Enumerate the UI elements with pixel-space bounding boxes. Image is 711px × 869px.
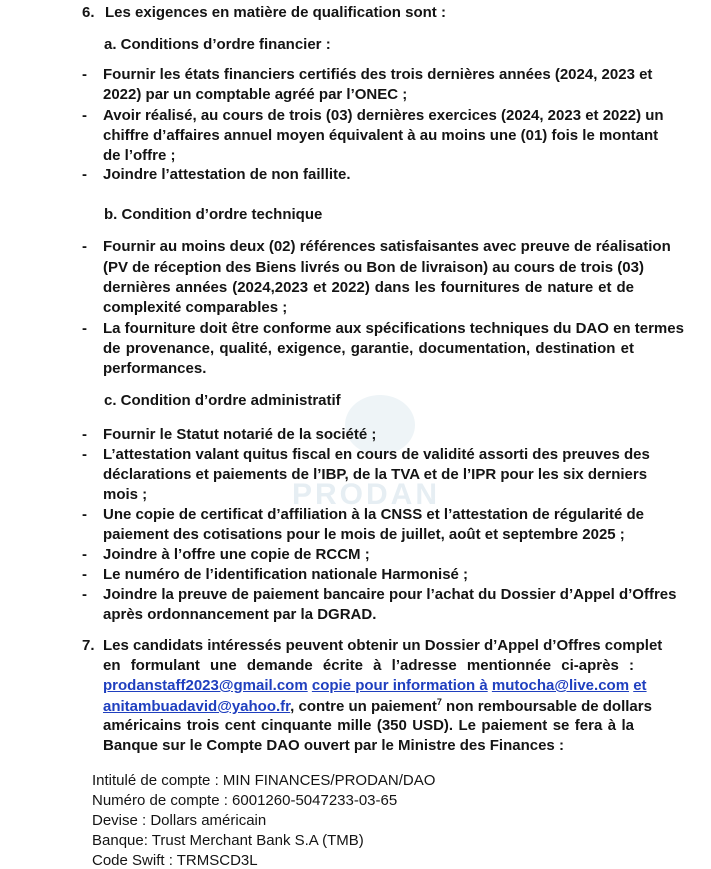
section6-title: Les exigences en matière de qualification sont :: [105, 4, 446, 21]
bullet: -: [82, 586, 87, 603]
list-item-line: déclarations et paiements de l’IBP, de la TVA et de l’IPR pour les six derniers: [103, 466, 648, 483]
bank-account-number: Numéro de compte : 6001260-5047233-03-65: [92, 792, 398, 809]
list-item-line: Fournir au moins deux (02) références satisfaisantes avec preuve de réalisation: [103, 238, 671, 255]
bullet: -: [82, 320, 87, 337]
list-item-line: Joindre à l’offre une copie de RCCM ;: [103, 546, 370, 563]
list-item-line: Avoir réalisé, au cours de trois (03) dernières exercices (2024, 2023 et 2022) un: [103, 107, 664, 124]
list-item-line: Le numéro de l’identification nationale Harmonisé ;: [103, 566, 469, 583]
bullet: -: [82, 426, 87, 443]
list-item-line: La fourniture doit être conforme aux spécifications techniques du DAO en termes: [103, 320, 684, 337]
payment-text-end: non remboursable de dollars: [441, 698, 652, 715]
bullet: -: [82, 566, 87, 583]
payment-text: , contre un paiement: [290, 698, 437, 715]
list-item-line: Une copie de certificat d’affiliation à la CNSS et l’attestation de régularité de: [103, 506, 644, 523]
bank-swift: Code Swift : TRMSCD3L: [92, 852, 258, 869]
email-link-prodanstaff[interactable]: prodanstaff2023@gmail.com: [103, 677, 308, 694]
list-item-line: complexité comparables ;: [103, 299, 288, 316]
footnote-marker: 7: [436, 697, 442, 707]
list-item-line: Joindre la preuve de paiement bancaire pour l’achat du Dossier d’Appel d’Offres: [103, 586, 677, 603]
bullet: -: [82, 506, 87, 523]
list-item-line: chiffre d’affaires annuel moyen équivalent à au moins une (01) fois le montant: [103, 127, 659, 144]
email-link-anitambuadavid[interactable]: anitambuadavid@yahoo.fr: [103, 698, 291, 715]
list-item-line: performances.: [103, 360, 207, 377]
bullet: -: [82, 546, 87, 563]
list-item-line: Joindre l’attestation de non faillite.: [103, 166, 351, 183]
section7-line: Banque sur le Compte DAO ouvert par le Ministre des Finances :: [103, 737, 564, 754]
et-text: et: [633, 677, 647, 694]
bank-account-name: Intitulé de compte : MIN FINANCES/PRODAN/DAO: [92, 772, 436, 789]
bullet: -: [82, 166, 87, 183]
bullet: -: [82, 66, 87, 83]
bank-name: Banque: Trust Merchant Bank S.A (TMB): [92, 832, 364, 849]
bullet: -: [82, 446, 87, 463]
list-item-line: (PV de réception des Biens livrés ou Bon de livraison) au cours de trois (03): [103, 259, 644, 276]
subheading-c: c. Condition d’ordre administratif: [104, 392, 341, 409]
list-item-line: mois ;: [103, 486, 148, 503]
list-item-line: paiement des cotisations pour le mois de juillet, août et septembre 2025 ;: [103, 526, 625, 543]
section7-email-line: [103, 677, 647, 694]
section7-line: Les candidats intéressés peuvent obtenir un Dossier d’Appel d’Offres complet: [103, 637, 663, 654]
section7-line: américains trois cent cinquante mille (350 USD). Le paiement se fera à la: [103, 717, 634, 734]
list-item-line: après ordonnancement par la DGRAD.: [103, 606, 377, 623]
list-item-line: dernières années (2024,2023 et 2022) dans les fournitures de nature et de: [103, 279, 634, 296]
section6-number: 6.: [82, 4, 95, 21]
list-item-line: L’attestation valant quitus fiscal en cours de validité assorti des preuves des: [103, 446, 650, 463]
watermark-text: PRODAN: [292, 478, 441, 511]
bullet: -: [82, 238, 87, 255]
list-item-line: Fournir les états financiers certifiés des trois dernières années (2024, 2023 et: [103, 66, 653, 83]
list-item-line: de l’offre ;: [103, 147, 176, 164]
bullet: -: [82, 107, 87, 124]
section7-line: [103, 697, 652, 715]
bank-currency: Devise : Dollars américain: [92, 812, 267, 829]
section7-line: en formulant une demande écrite à l’adresse mentionnée ci-après :: [103, 657, 634, 674]
list-item-line: Fournir le Statut notarié de la société ;: [103, 426, 377, 443]
section7-number: 7.: [82, 637, 95, 654]
list-item-line: 2022) par un comptable agréé par l’ONEC ;: [103, 86, 408, 103]
copy-text: copie pour information à: [311, 677, 488, 694]
subheading-b: b. Condition d’ordre technique: [104, 206, 323, 223]
subheading-a: a. Conditions d’ordre financier :: [104, 36, 331, 53]
list-item-line: de provenance, qualité, exigence, garantie, documentation, destination et: [103, 340, 634, 357]
email-link-mutocha[interactable]: mutocha@live.com: [491, 677, 630, 694]
